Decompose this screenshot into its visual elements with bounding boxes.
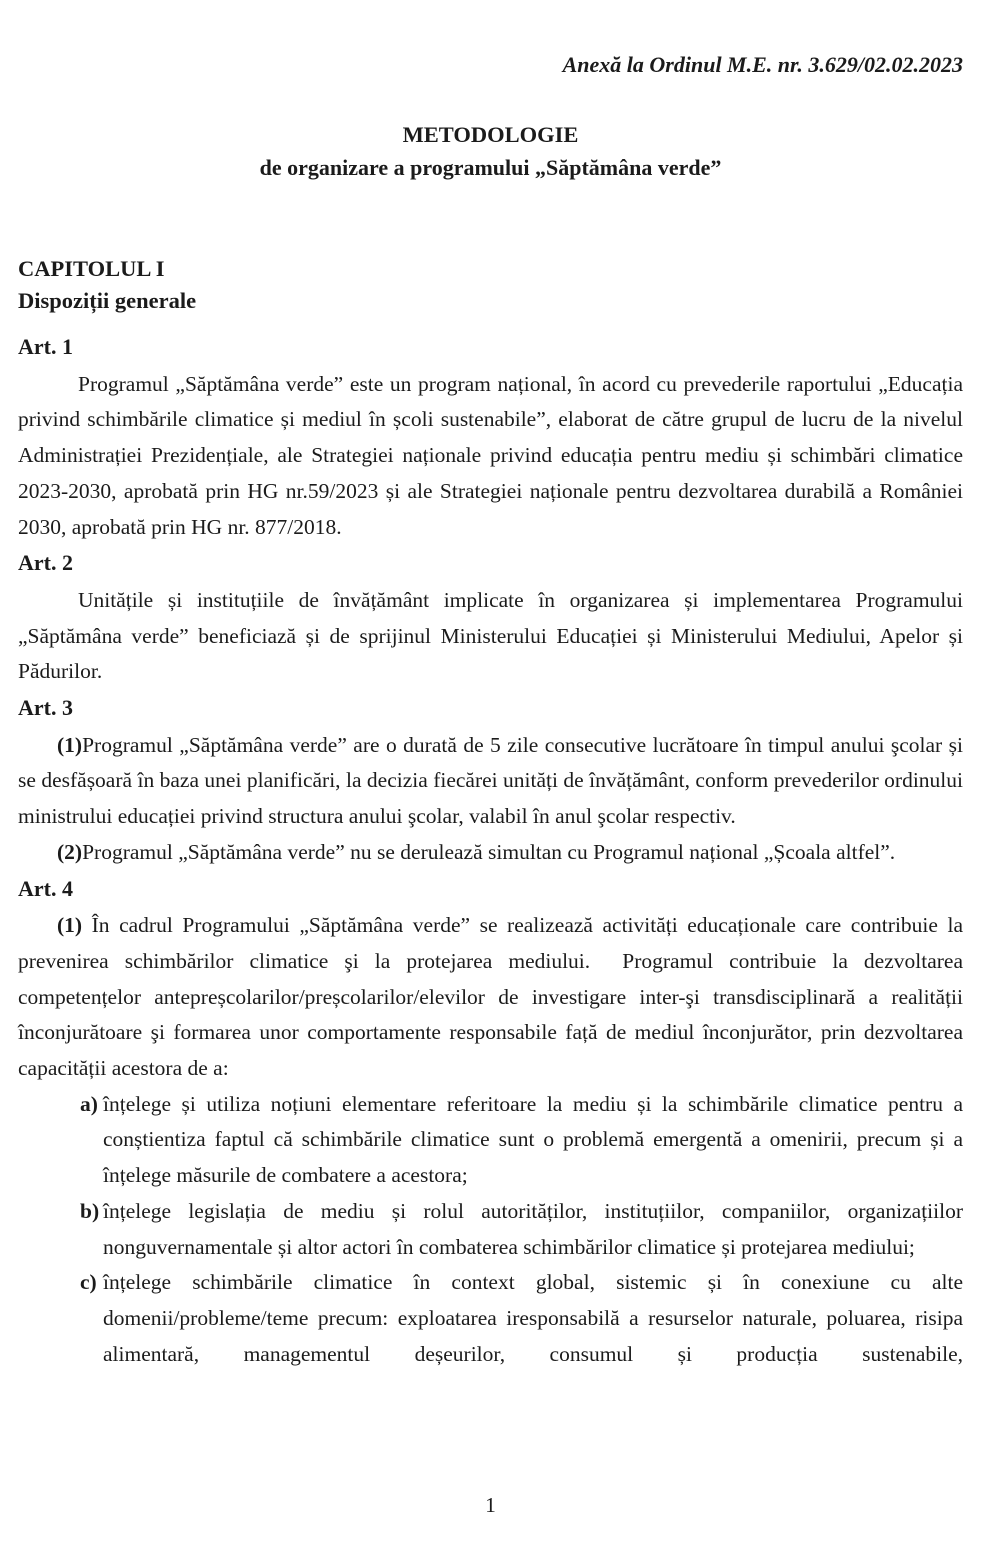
article-paragraph: (1)Programul „Săptămâna verde” are o durată de 5 zile consecutive lucrătoare în timpul anului şcolar și se desfășoară în baza unei planificări, la decizia fiecărei unități de învățământ, conform prevederilor ordinului ministrului educației privind structura anului şcolar, valabil în anul şcolar respectiv. — [18, 732, 963, 829]
list-item-marker: b) — [80, 1198, 100, 1223]
chapter-heading: CAPITOLUL I — [18, 256, 165, 281]
lettered-list-item — [18, 1265, 963, 1372]
article-body — [18, 728, 963, 871]
chapter-subheading: Dispoziții generale — [18, 288, 197, 313]
articles — [18, 329, 963, 1372]
article — [18, 545, 963, 690]
list-item-text: înțelege legislația de mediu și rolul autorităților, instituțiilor, companiilor, organizațiilor nonguvernamentale și altor actori în combaterea schimbărilor climatice și protejarea mediului; — [103, 1198, 963, 1259]
article — [18, 871, 963, 1373]
list-item-text: înțelege și utiliza noțiuni elementare referitoare la mediu și la schimbările climatice pentru a conștientiza faptul că schimbările climatice sunt o problemă emergentă a omenirii, precum și a înțelege măsurile de combatere a acestora; — [103, 1091, 963, 1188]
paragraph-number-marker: (2) — [57, 839, 83, 864]
document-title: METODOLOGIE — [402, 122, 579, 147]
article-body — [18, 367, 963, 546]
article-body — [18, 583, 963, 690]
list-item-marker: c) — [80, 1270, 97, 1295]
list-item-text: înțelege schimbările climatice în context global, sistemic și în conexiune cu alte domenii/probleme/teme precum: exploatarea iresponsabilă a resurselor naturale, poluarea, risipa alimentară, managementul deșeurilor, consumul și producția sustenabile, — [103, 1270, 963, 1366]
article-paragraph: (2)Programul „Săptămâna verde” nu se derulează simultan cu Programul național „Școala altfel”. — [57, 839, 896, 864]
page-number: 1 — [485, 1493, 496, 1517]
lettered-list-item — [18, 1087, 963, 1194]
article-body — [18, 908, 963, 1372]
article-label: Art. 4 — [18, 875, 73, 901]
article-label: Art. 3 — [18, 695, 73, 721]
list-item-marker: a) — [80, 1091, 98, 1116]
paragraph-number-marker: (1) — [57, 732, 83, 757]
article — [18, 329, 963, 545]
article-paragraph: (1) În cadrul Programului „Săptămâna verde” se realizează activități educaționale care contribuie la prevenirea schimbărilor climatice şi la protejarea mediului. Programul contribuie la dezvoltarea competențelor antepreșcolarilor/preșcolarilor/elevilor de investigare inter-şi transdisciplinară a realității înconjurătoare şi formarea unor comportamente responsabile față de mediul înconjurător, prin dezvoltarea capacității acestora de a: — [18, 913, 963, 1081]
article-label: Art. 1 — [18, 334, 73, 359]
annex-header: Anexă la Ordinul M.E. nr. 3.629/02.02.2023 — [562, 52, 963, 77]
article-paragraph: Unitățile și instituțiile de învățământ implicate în organizarea și implementarea Programului „Săptămâna verde” beneficiază și de sprijinul Ministerului Educației și Ministerului Mediului, Apelor și Pădurilor. — [18, 587, 963, 684]
paragraph-number-marker: (1) — [57, 913, 83, 938]
lettered-list-item — [18, 1194, 963, 1265]
article-label: Art. 2 — [18, 550, 73, 576]
article-paragraph: Programul „Săptămâna verde” este un program național, în acord cu prevederile raportului „Educația privind schimbările climatice și mediul în școli sustenabile”, elaborat de către grupul de lucru de la nivelul Administrației Prezidențiale, ale Strategiei naționale privind educația pentru mediu și schimbări climatice 2023-2030, aprobată prin HG nr.59/2023 și ale Strategiei naționale pentru dezvoltarea durabilă a României 2030, aprobată prin HG nr. 877/2018. — [18, 371, 963, 539]
document-subtitle: de organizare a programului „Săptămâna verde” — [259, 155, 722, 180]
article — [18, 690, 963, 871]
